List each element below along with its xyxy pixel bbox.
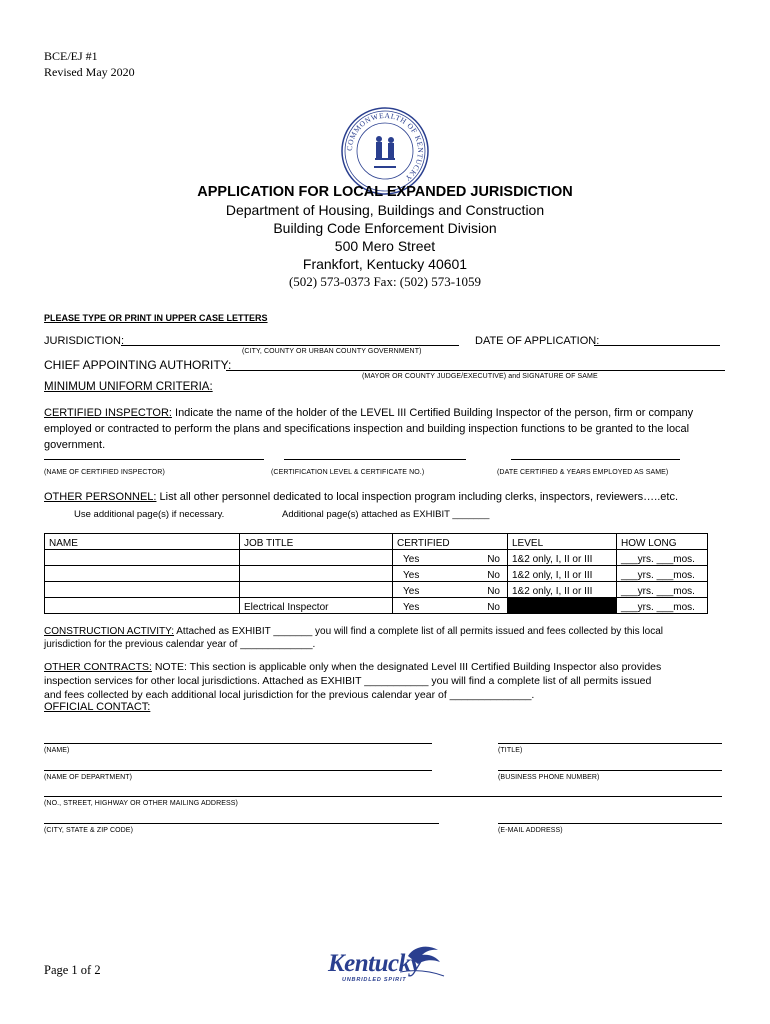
how-long-cell[interactable]: ___yrs. ___mos. (617, 550, 708, 566)
cap-inspector-date: (DATE CERTIFIED & YEARS EMPLOYED AS SAME) (497, 469, 669, 476)
table-row (45, 598, 708, 614)
department-name: Department of Housing, Buildings and Construction (225, 202, 545, 218)
title-block (0, 183, 770, 291)
cap-contact-phone: (BUSINESS PHONE NUMBER) (498, 774, 600, 781)
division-name: Building Code Enforcement Division (273, 220, 497, 236)
official-contact-heading: OFFICIAL CONTACT: (44, 701, 151, 713)
header-how-long: HOW LONG (617, 534, 708, 550)
jurisdiction-label: JURISDICTION: (44, 335, 125, 347)
cap-contact-department: (NAME OF DEPARTMENT) (44, 774, 133, 781)
contact-department-field[interactable] (44, 770, 432, 771)
minimum-criteria: MINIMUM UNIFORM CRITERIA: (44, 381, 213, 393)
contact-phone-field[interactable] (498, 770, 722, 771)
jurisdiction-caption: (CITY, COUNTY OR URBAN COUNTY GOVERNMENT) (242, 348, 422, 355)
chief-field[interactable] (226, 370, 725, 371)
how-long-cell[interactable]: ___yrs. ___mos. (617, 566, 708, 582)
certified-cell[interactable]: Yes No (393, 582, 508, 598)
header-level: LEVEL (508, 534, 617, 550)
exhibit-note: Additional page(s) attached as EXHIBIT _______ (282, 509, 490, 520)
contact-city-field[interactable] (44, 823, 439, 824)
construction-heading: CONSTRUCTION ACTIVITY: (44, 626, 175, 637)
personnel-table (44, 533, 708, 614)
certified-inspector-heading: CERTIFIED INSPECTOR: (44, 407, 172, 419)
logo-tagline: UNBRIDLED SPIRIT (342, 977, 407, 983)
level-cell[interactable]: 1&2 only, I, II or III (508, 566, 617, 582)
table-row (45, 566, 708, 582)
revised-date: Revised May 2020 (44, 65, 135, 79)
chief-caption: (MAYOR OR COUNTY JUDGE/EXECUTIVE) and SIGNATURE OF SAME (362, 373, 598, 380)
seal-text: COMMONWEALTH OF KENTUCKY (344, 110, 426, 184)
contact-title-field[interactable] (498, 743, 722, 744)
header-certified: CERTIFIED (393, 534, 508, 550)
kentucky-logo (326, 942, 450, 988)
how-long-cell[interactable]: ___yrs. ___mos. (617, 582, 708, 598)
contact-name-field[interactable] (44, 743, 432, 744)
table-row (45, 550, 708, 566)
phone-fax: (502) 573-0373 Fax: (502) 573-1059 (288, 274, 482, 289)
other-personnel-heading: OTHER PERSONNEL: (44, 491, 157, 503)
page-number: Page 1 of 2 (44, 963, 101, 977)
certified-cell[interactable]: Yes No (393, 598, 508, 614)
inspector-date-field[interactable] (511, 459, 680, 460)
page-title: APPLICATION FOR LOCAL EXPANDED JURISDICTION (197, 184, 573, 200)
other-contracts: OTHER CONTRACTS: NOTE: This section is applicable only when the designated Level III Certified Building Inspector also provides inspection services for other local jurisdictions. Attached as EXHIBIT ___________ you will find a complete list of all permits issued and fees collected by each additional local jurisdiction for the previous calendar year of ______________. (44, 661, 662, 701)
date-field[interactable] (594, 345, 720, 346)
job-title-cell[interactable] (240, 566, 393, 582)
header-name: NAME (45, 534, 240, 550)
instructions: PLEASE TYPE OR PRINT IN UPPER CASE LETTERS (44, 313, 268, 323)
level-cell[interactable]: 1&2 only, I, II or III (508, 582, 617, 598)
form-id: BCE/EJ #1 (44, 49, 98, 63)
jurisdiction-field[interactable] (121, 345, 459, 346)
form-header (44, 48, 135, 80)
header-job-title: JOB TITLE (240, 534, 393, 550)
table-header-row (45, 534, 708, 550)
certified-cell[interactable]: Yes No (393, 550, 508, 566)
cap-inspector-level: (CERTIFICATION LEVEL & CERTIFICATE NO.) (271, 469, 425, 476)
inspector-level-field[interactable] (284, 459, 466, 460)
street-address: 500 Mero Street (334, 238, 436, 254)
construction-activity: CONSTRUCTION ACTIVITY: Attached as EXHIBIT _______ you will find a complete list of all permits issued and fees collected by this local jurisdiction for the previous calendar year of _____________. (44, 626, 663, 650)
name-cell[interactable] (45, 582, 240, 598)
contact-email-field[interactable] (498, 823, 722, 824)
level-cell-blacked (508, 598, 617, 614)
certified-inspector-text: CERTIFIED INSPECTOR: Indicate the name of the holder of the LEVEL III Certified Building Inspector of the person, firm or company employed or contracted to perform the plans and specifications inspection and building inspection functions to be granted to the local government. (44, 407, 694, 451)
logo-wordmark: Kentucky (328, 950, 422, 977)
other-contracts-heading: OTHER CONTRACTS: (44, 661, 152, 673)
table-row (45, 582, 708, 598)
certified-cell[interactable]: Yes No (393, 566, 508, 582)
cap-contact-title: (TITLE) (498, 747, 523, 754)
cap-contact-name: (NAME) (44, 747, 70, 754)
job-title-cell[interactable] (240, 582, 393, 598)
name-cell[interactable] (45, 566, 240, 582)
contact-address-field[interactable] (44, 796, 722, 797)
how-long-cell[interactable]: ___yrs. ___mos. (617, 598, 708, 614)
cap-inspector-name: (NAME OF CERTIFIED INSPECTOR) (44, 469, 165, 476)
cap-contact-city: (CITY, STATE & ZIP CODE) (44, 827, 134, 834)
name-cell[interactable] (45, 550, 240, 566)
cap-contact-email: (E-MAIL ADDRESS) (498, 827, 563, 834)
job-title-cell[interactable]: Electrical Inspector (240, 598, 393, 614)
level-cell[interactable]: 1&2 only, I, II or III (508, 550, 617, 566)
cap-contact-address: (NO., STREET, HIGHWAY OR OTHER MAILING ADDRESS) (44, 800, 238, 807)
inspector-name-field[interactable] (44, 459, 264, 460)
name-cell[interactable] (45, 598, 240, 614)
other-personnel-text: OTHER PERSONNEL: List all other personnel dedicated to local inspection program including clerks, inspectors, reviewers…..etc. (44, 491, 679, 503)
chief-label: CHIEF APPOINTING AUTHORITY: (44, 358, 232, 372)
job-title-cell[interactable] (240, 550, 393, 566)
city-address: Frankfort, Kentucky 40601 (302, 256, 468, 272)
date-label: DATE OF APPLICATION: (475, 335, 600, 347)
additional-pages-note: Use additional page(s) if necessary. (74, 509, 225, 520)
